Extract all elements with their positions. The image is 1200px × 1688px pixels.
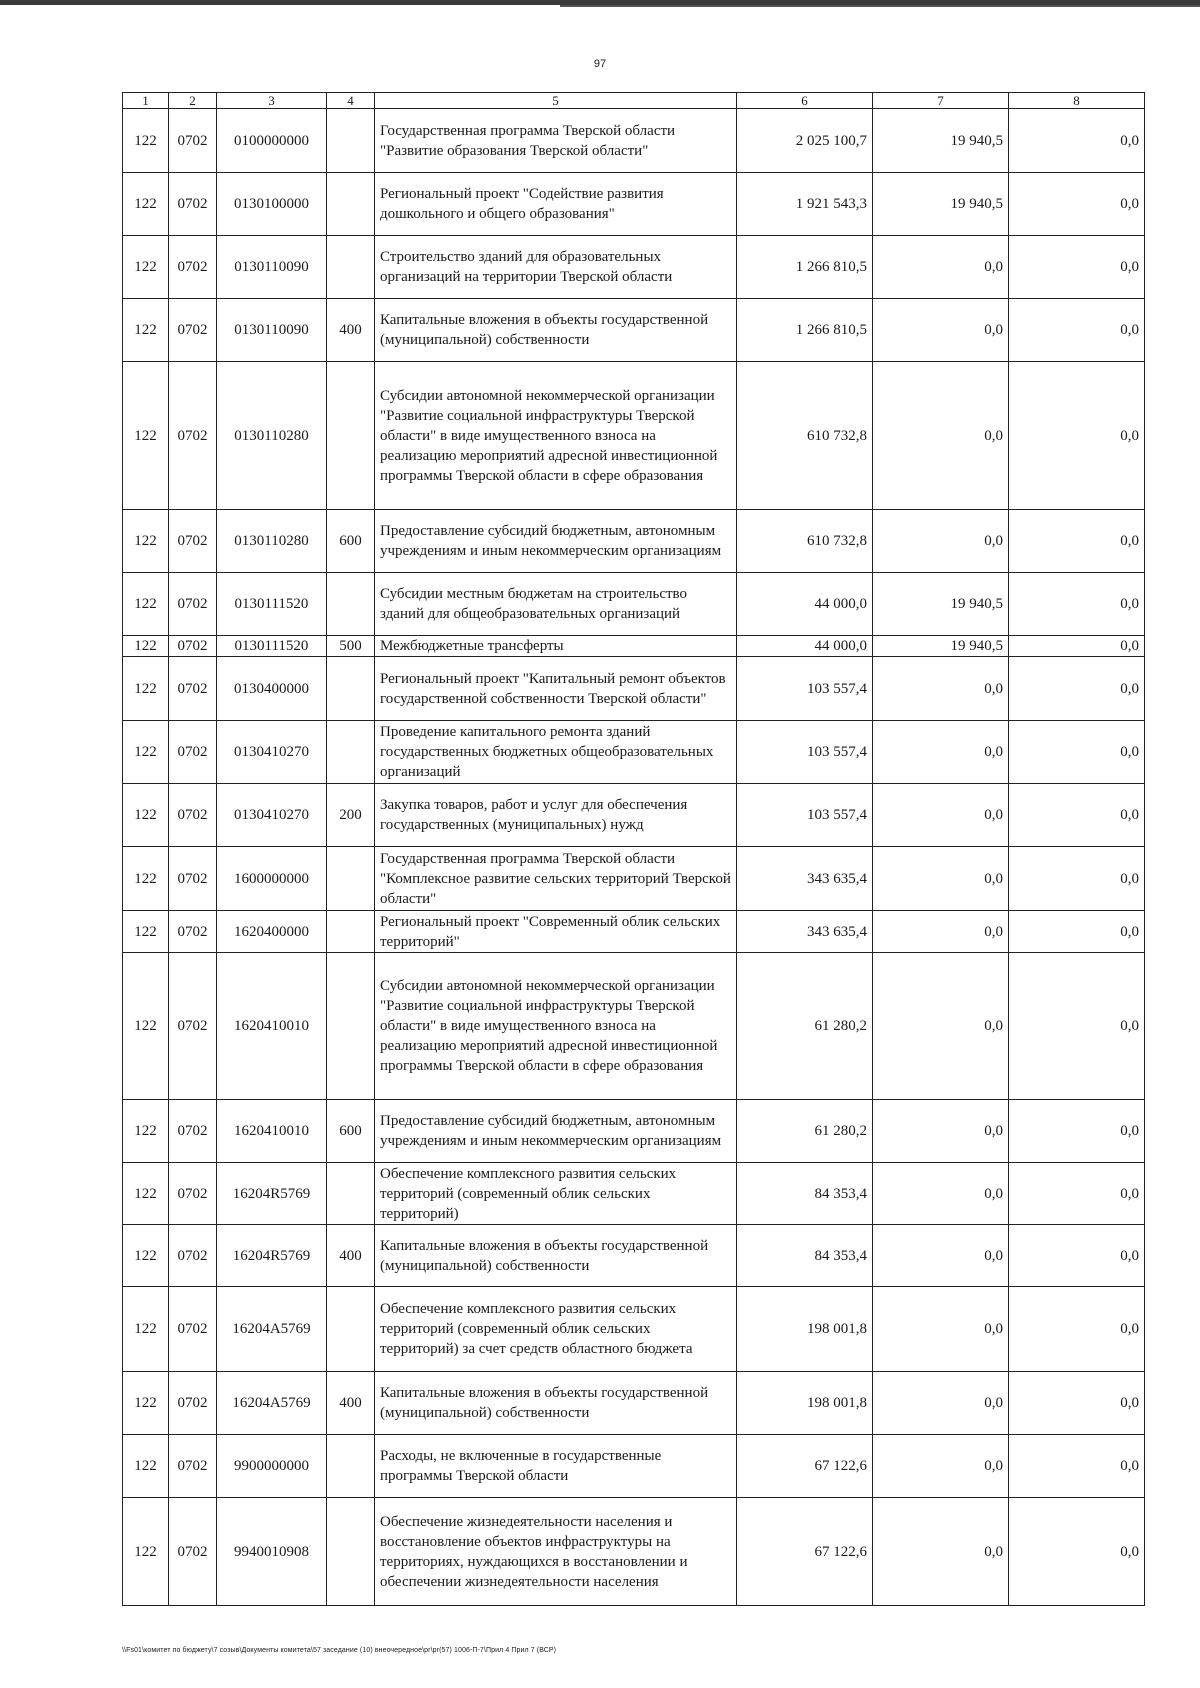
table-row	[123, 299, 1145, 362]
expense-type-cell: 400	[327, 1225, 375, 1287]
item-name-cell: Капитальные вложения в объекты государственной (муниципальной) собственности	[375, 299, 737, 362]
section-code-cell: 0702	[169, 657, 217, 721]
amount-col7-cell: 0,0	[873, 362, 1009, 510]
item-name-cell: Обеспечение комплексного развития сельских территорий (современный облик сельских территорий)	[375, 1163, 737, 1225]
amount-col6-cell: 103 557,4	[737, 784, 873, 847]
table-row	[123, 1498, 1145, 1606]
column-number-row	[123, 93, 1145, 109]
table-row	[123, 109, 1145, 173]
section-code-cell: 0702	[169, 784, 217, 847]
amount-col6-cell: 84 353,4	[737, 1163, 873, 1225]
section-code-cell: 0702	[169, 953, 217, 1100]
item-name-cell: Капитальные вложения в объекты государственной (муниципальной) собственности	[375, 1372, 737, 1435]
page-number: 97	[593, 58, 607, 70]
amount-col6-cell: 1 921 543,3	[737, 173, 873, 236]
expense-type-cell	[327, 1435, 375, 1498]
amount-col7-cell: 0,0	[873, 1100, 1009, 1163]
table-row	[123, 1100, 1145, 1163]
amount-col8-cell: 0,0	[1009, 510, 1145, 573]
amount-col8-cell: 0,0	[1009, 1498, 1145, 1606]
item-name-cell: Строительство зданий для образовательных организаций на территории Тверской области	[375, 236, 737, 299]
item-name-cell: Государственная программа Тверской области "Развитие образования Тверской области"	[375, 109, 737, 173]
amount-col6-cell: 103 557,4	[737, 657, 873, 721]
column-header-2: 2	[169, 93, 217, 109]
budget-table	[122, 92, 1145, 1606]
target-article-cell: 0130410270	[217, 721, 327, 784]
section-code-cell: 0702	[169, 847, 217, 911]
target-article-cell: 0130110280	[217, 510, 327, 573]
amount-col8-cell: 0,0	[1009, 721, 1145, 784]
section-code-cell: 0702	[169, 1498, 217, 1606]
table-row	[123, 847, 1145, 911]
amount-col6-cell: 67 122,6	[737, 1435, 873, 1498]
expense-type-cell: 500	[327, 636, 375, 657]
section-code-cell: 0702	[169, 911, 217, 953]
column-header-7: 7	[873, 93, 1009, 109]
expense-type-cell: 400	[327, 1372, 375, 1435]
table-row	[123, 362, 1145, 510]
expense-type-cell	[327, 953, 375, 1100]
section-code-cell: 0702	[169, 1225, 217, 1287]
table-row	[123, 784, 1145, 847]
item-name-cell: Обеспечение комплексного развития сельских территорий (современный облик сельских территорий) за счет средств областного бюджета	[375, 1287, 737, 1372]
table-row	[123, 636, 1145, 657]
expense-type-cell	[327, 911, 375, 953]
amount-col7-cell: 0,0	[873, 1435, 1009, 1498]
target-article-cell: 0130110280	[217, 362, 327, 510]
amount-col7-cell: 0,0	[873, 1287, 1009, 1372]
table-row	[123, 1372, 1145, 1435]
item-name-cell: Закупка товаров, работ и услуг для обеспечения государственных (муниципальных) нужд	[375, 784, 737, 847]
item-name-cell: Предоставление субсидий бюджетным, автономным учреждениям и иным некоммерческим организациям	[375, 1100, 737, 1163]
amount-col7-cell: 0,0	[873, 1163, 1009, 1225]
amount-col6-cell: 343 635,4	[737, 847, 873, 911]
department-code-cell: 122	[123, 236, 169, 299]
table-row	[123, 911, 1145, 953]
department-code-cell: 122	[123, 299, 169, 362]
department-code-cell: 122	[123, 847, 169, 911]
amount-col6-cell: 61 280,2	[737, 953, 873, 1100]
amount-col7-cell: 0,0	[873, 1498, 1009, 1606]
section-code-cell: 0702	[169, 573, 217, 636]
item-name-cell: Межбюджетные трансферты	[375, 636, 737, 657]
amount-col8-cell: 0,0	[1009, 299, 1145, 362]
department-code-cell: 122	[123, 657, 169, 721]
department-code-cell: 122	[123, 1498, 169, 1606]
target-article-cell: 0130110090	[217, 299, 327, 362]
column-header-4: 4	[327, 93, 375, 109]
amount-col8-cell: 0,0	[1009, 1163, 1145, 1225]
amount-col7-cell: 19 940,5	[873, 109, 1009, 173]
expense-type-cell	[327, 847, 375, 911]
expense-type-cell	[327, 1163, 375, 1225]
department-code-cell: 122	[123, 784, 169, 847]
amount-col6-cell: 67 122,6	[737, 1498, 873, 1606]
amount-col6-cell: 198 001,8	[737, 1372, 873, 1435]
amount-col8-cell: 0,0	[1009, 1287, 1145, 1372]
target-article-cell: 1620400000	[217, 911, 327, 953]
expense-type-cell: 200	[327, 784, 375, 847]
item-name-cell: Предоставление субсидий бюджетным, автономным учреждениям и иным некоммерческим организациям	[375, 510, 737, 573]
target-article-cell: 9940010908	[217, 1498, 327, 1606]
amount-col6-cell: 610 732,8	[737, 510, 873, 573]
amount-col7-cell: 0,0	[873, 657, 1009, 721]
item-name-cell: Субсидии автономной некоммерческой организации "Развитие социальной инфраструктуры Тверской области" в виде имущественного взноса на реализацию мероприятий адресной инвестиционной программы Тверской области в сфере образования	[375, 362, 737, 510]
table-row	[123, 1225, 1145, 1287]
target-article-cell: 16204A5769	[217, 1287, 327, 1372]
department-code-cell: 122	[123, 721, 169, 784]
amount-col8-cell: 0,0	[1009, 362, 1145, 510]
expense-type-cell: 400	[327, 299, 375, 362]
column-header-6: 6	[737, 93, 873, 109]
expense-type-cell	[327, 109, 375, 173]
section-code-cell: 0702	[169, 109, 217, 173]
amount-col6-cell: 61 280,2	[737, 1100, 873, 1163]
table-row	[123, 573, 1145, 636]
target-article-cell: 0130110090	[217, 236, 327, 299]
amount-col8-cell: 0,0	[1009, 636, 1145, 657]
column-header-1: 1	[123, 93, 169, 109]
amount-col6-cell: 198 001,8	[737, 1287, 873, 1372]
department-code-cell: 122	[123, 362, 169, 510]
amount-col6-cell: 1 266 810,5	[737, 236, 873, 299]
item-name-cell: Региональный проект "Капитальный ремонт объектов государственной собственности Тверской области"	[375, 657, 737, 721]
department-code-cell: 122	[123, 953, 169, 1100]
table-row	[123, 721, 1145, 784]
amount-col8-cell: 0,0	[1009, 911, 1145, 953]
target-article-cell: 1600000000	[217, 847, 327, 911]
target-article-cell: 0130410270	[217, 784, 327, 847]
amount-col8-cell: 0,0	[1009, 236, 1145, 299]
table-row	[123, 657, 1145, 721]
expense-type-cell	[327, 362, 375, 510]
amount-col6-cell: 103 557,4	[737, 721, 873, 784]
department-code-cell: 122	[123, 911, 169, 953]
amount-col8-cell: 0,0	[1009, 657, 1145, 721]
item-name-cell: Капитальные вложения в объекты государственной (муниципальной) собственности	[375, 1225, 737, 1287]
amount-col8-cell: 0,0	[1009, 953, 1145, 1100]
item-name-cell: Субсидии местным бюджетам на строительство зданий для общеобразовательных организаций	[375, 573, 737, 636]
amount-col6-cell: 44 000,0	[737, 636, 873, 657]
section-code-cell: 0702	[169, 236, 217, 299]
amount-col7-cell: 0,0	[873, 1372, 1009, 1435]
amount-col6-cell: 343 635,4	[737, 911, 873, 953]
target-article-cell: 16204R5769	[217, 1225, 327, 1287]
document-path-footer: \\Fs01\комитет по бюджету\7 созыв\Документы комитета\57 заседание (10) внеочередное\pr\pr(57) 1006-П-7\Прил 4 Прил 7 (ВСР)	[122, 1647, 557, 1654]
table-row	[123, 1435, 1145, 1498]
section-code-cell: 0702	[169, 362, 217, 510]
amount-col8-cell: 0,0	[1009, 109, 1145, 173]
amount-col7-cell: 0,0	[873, 847, 1009, 911]
section-code-cell: 0702	[169, 1435, 217, 1498]
amount-col7-cell: 19 940,5	[873, 573, 1009, 636]
section-code-cell: 0702	[169, 173, 217, 236]
department-code-cell: 122	[123, 1163, 169, 1225]
amount-col7-cell: 19 940,5	[873, 173, 1009, 236]
expense-type-cell	[327, 1498, 375, 1606]
scan-top-border-inner	[560, 5, 1200, 7]
amount-col7-cell: 0,0	[873, 721, 1009, 784]
amount-col6-cell: 1 266 810,5	[737, 299, 873, 362]
target-article-cell: 1620410010	[217, 953, 327, 1100]
amount-col6-cell: 610 732,8	[737, 362, 873, 510]
expense-type-cell	[327, 1287, 375, 1372]
section-code-cell: 0702	[169, 1287, 217, 1372]
target-article-cell: 0130400000	[217, 657, 327, 721]
department-code-cell: 122	[123, 1287, 169, 1372]
department-code-cell: 122	[123, 573, 169, 636]
amount-col7-cell: 19 940,5	[873, 636, 1009, 657]
item-name-cell: Региональный проект "Современный облик сельских территорий"	[375, 911, 737, 953]
expense-type-cell: 600	[327, 1100, 375, 1163]
amount-col6-cell: 84 353,4	[737, 1225, 873, 1287]
amount-col7-cell: 0,0	[873, 784, 1009, 847]
amount-col7-cell: 0,0	[873, 911, 1009, 953]
amount-col7-cell: 0,0	[873, 299, 1009, 362]
table-row	[123, 173, 1145, 236]
amount-col8-cell: 0,0	[1009, 1225, 1145, 1287]
expense-type-cell	[327, 173, 375, 236]
item-name-cell: Региональный проект "Содействие развития дошкольного и общего образования"	[375, 173, 737, 236]
amount-col7-cell: 0,0	[873, 1225, 1009, 1287]
amount-col8-cell: 0,0	[1009, 173, 1145, 236]
amount-col8-cell: 0,0	[1009, 573, 1145, 636]
department-code-cell: 122	[123, 510, 169, 573]
expense-type-cell	[327, 721, 375, 784]
item-name-cell: Проведение капитального ремонта зданий государственных бюджетных общеобразовательных организаций	[375, 721, 737, 784]
expense-type-cell	[327, 236, 375, 299]
department-code-cell: 122	[123, 1435, 169, 1498]
expense-type-cell	[327, 573, 375, 636]
table-row	[123, 1163, 1145, 1225]
item-name-cell: Субсидии автономной некоммерческой организации "Развитие социальной инфраструктуры Тверской области" в виде имущественного взноса на реализацию мероприятий адресной инвестиционной программы Тверской области в сфере образования	[375, 953, 737, 1100]
department-code-cell: 122	[123, 173, 169, 236]
target-article-cell: 0130111520	[217, 573, 327, 636]
table-row	[123, 953, 1145, 1100]
table-row	[123, 236, 1145, 299]
target-article-cell: 9900000000	[217, 1435, 327, 1498]
amount-col7-cell: 0,0	[873, 510, 1009, 573]
section-code-cell: 0702	[169, 1100, 217, 1163]
target-article-cell: 0130111520	[217, 636, 327, 657]
department-code-cell: 122	[123, 1225, 169, 1287]
amount-col8-cell: 0,0	[1009, 1435, 1145, 1498]
expense-type-cell: 600	[327, 510, 375, 573]
amount-col8-cell: 0,0	[1009, 847, 1145, 911]
amount-col8-cell: 0,0	[1009, 1100, 1145, 1163]
target-article-cell: 16204A5769	[217, 1372, 327, 1435]
amount-col8-cell: 0,0	[1009, 784, 1145, 847]
section-code-cell: 0702	[169, 510, 217, 573]
target-article-cell: 0130100000	[217, 173, 327, 236]
amount-col6-cell: 2 025 100,7	[737, 109, 873, 173]
target-article-cell: 1620410010	[217, 1100, 327, 1163]
amount-col6-cell: 44 000,0	[737, 573, 873, 636]
table-row	[123, 1287, 1145, 1372]
department-code-cell: 122	[123, 636, 169, 657]
target-article-cell: 0100000000	[217, 109, 327, 173]
department-code-cell: 122	[123, 1372, 169, 1435]
table-row	[123, 510, 1145, 573]
item-name-cell: Обеспечение жизнедеятельности населения и восстановление объектов инфраструктуры на территориях, нуждающихся в восстановлении и обеспечении жизнедеятельности населения	[375, 1498, 737, 1606]
amount-col7-cell: 0,0	[873, 953, 1009, 1100]
department-code-cell: 122	[123, 109, 169, 173]
column-header-8: 8	[1009, 93, 1145, 109]
column-header-3: 3	[217, 93, 327, 109]
section-code-cell: 0702	[169, 1163, 217, 1225]
target-article-cell: 16204R5769	[217, 1163, 327, 1225]
item-name-cell: Государственная программа Тверской области "Комплексное развитие сельских территорий Тверской области"	[375, 847, 737, 911]
section-code-cell: 0702	[169, 299, 217, 362]
item-name-cell: Расходы, не включенные в государственные программы Тверской области	[375, 1435, 737, 1498]
section-code-cell: 0702	[169, 721, 217, 784]
amount-col8-cell: 0,0	[1009, 1372, 1145, 1435]
amount-col7-cell: 0,0	[873, 236, 1009, 299]
expense-type-cell	[327, 657, 375, 721]
section-code-cell: 0702	[169, 1372, 217, 1435]
section-code-cell: 0702	[169, 636, 217, 657]
column-header-5: 5	[375, 93, 737, 109]
department-code-cell: 122	[123, 1100, 169, 1163]
